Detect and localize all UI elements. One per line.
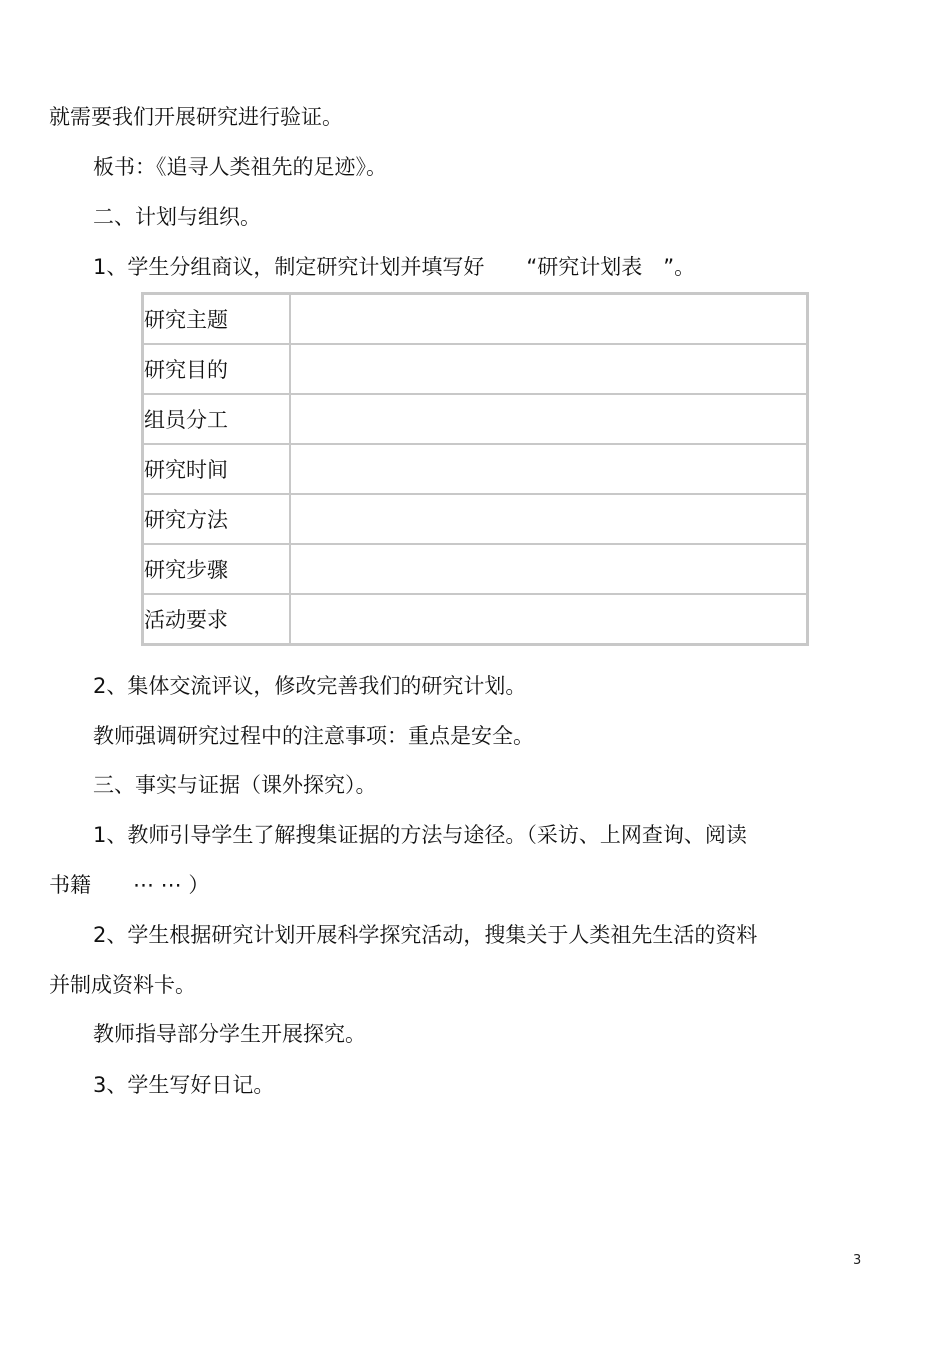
paragraph-teacher-guidance: 教师指导部分学生开展探究。	[93, 1022, 366, 1046]
table-label-cell: 研究方法	[143, 494, 291, 544]
table-label-cell: 研究步骤	[143, 544, 291, 594]
table-value-cell	[290, 344, 808, 394]
table-row	[143, 344, 808, 394]
paragraph-evidence-step-1: 1、教师引导学生了解搜集证据的方法与途径。（采访、上网查询、阅读	[93, 823, 747, 847]
paragraph-safety-note: 教师强调研究过程中的注意事项：重点是安全。	[93, 724, 534, 748]
table-row	[143, 494, 808, 544]
table-row	[143, 444, 808, 494]
table-row	[143, 394, 808, 444]
table-value-cell	[290, 294, 808, 345]
section-heading-evidence: 三、事实与证据（课外探究）。	[93, 773, 377, 797]
page-number: 3	[853, 1253, 862, 1268]
table-value-cell	[290, 494, 808, 544]
paragraph-blackboard: 板书：《追寻人类祖先的足迹》。	[93, 155, 387, 179]
table-label-cell: 组员分工	[143, 394, 291, 444]
table-label-cell: 研究时间	[143, 444, 291, 494]
research-plan-table	[141, 292, 809, 646]
table-value-cell	[290, 544, 808, 594]
section-heading-plan: 二、计划与组织。	[93, 205, 261, 229]
paragraph-plan-step-2: 2、集体交流评议，修改完善我们的研究计划。	[93, 674, 527, 698]
paragraph-evidence-step-2: 2、学生根据研究计划开展科学探究活动，搜集关于人类祖先生活的资料	[93, 923, 758, 947]
paragraph-verification: 就需要我们开展研究进行验证。	[49, 105, 343, 129]
table-value-cell	[290, 444, 808, 494]
paragraph-evidence-step-2-cont: 并制成资料卡。	[49, 973, 196, 997]
table-row	[143, 294, 808, 345]
paragraph-plan-step-1: 1、学生分组商议，制定研究计划并填写好 “研究计划表 ”。	[93, 255, 696, 279]
table-row	[143, 594, 808, 645]
table-label-cell: 研究主题	[143, 294, 291, 345]
table-row	[143, 544, 808, 594]
table-label-cell: 研究目的	[143, 344, 291, 394]
paragraph-evidence-step-3: 3、学生写好日记。	[93, 1073, 275, 1097]
paragraph-evidence-step-1-cont: 书籍 ⋯ ⋯ ）	[49, 873, 210, 897]
table-value-cell	[290, 394, 808, 444]
table-label-cell: 活动要求	[143, 594, 291, 645]
table-value-cell	[290, 594, 808, 645]
